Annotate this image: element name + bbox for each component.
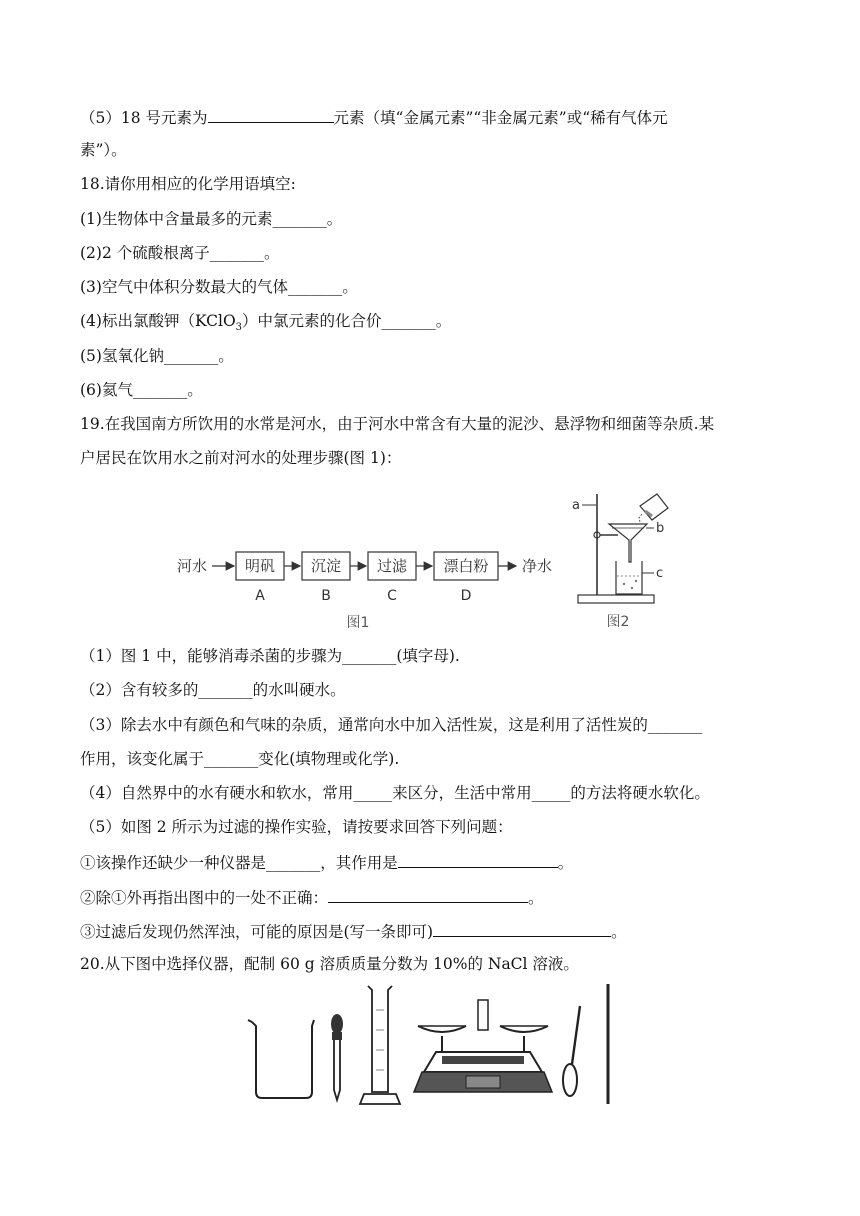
q18-item-4 (80, 311, 451, 338)
q19-q5: （5）如图 2 所示为过滤的操作实验，请按要求回答下列问题： (80, 818, 513, 836)
q17-5-blank[interactable] (208, 106, 334, 123)
q18-item-4-a: (4)标出氯酸钾（ (80, 312, 195, 330)
beaker-icon (248, 1020, 314, 1098)
q19-q5-1-text: ①该操作还缺少一种仪器是_______，其作用是 (80, 854, 398, 872)
spoon-icon (563, 1006, 580, 1096)
fig1-letter-c: C (387, 588, 397, 604)
q19-q5-3-blank[interactable] (433, 920, 611, 937)
q19-q5-1-blank[interactable] (398, 851, 558, 868)
q18-item-4-sub: 3 (235, 322, 243, 334)
q19-q5-2-blank[interactable] (328, 886, 528, 903)
q18-intro: 18.请你用相应的化学用语填空: (80, 175, 296, 193)
q19-q1: （1）图 1 中，能够消毒杀菌的步骤为_______(填字母). (80, 647, 460, 665)
stand-base (578, 595, 654, 603)
q19-q5-1 (80, 851, 573, 873)
dropper-icon (331, 1014, 343, 1100)
fig1-step-d: 漂白粉 (443, 557, 489, 575)
figure-2-filtration (560, 484, 690, 634)
q18-item-5: (5)氢氧化钠_______。 (80, 347, 234, 365)
q18-item-1: (1)生物体中含量最多的元素_______。 (80, 210, 343, 228)
fig1-letter-b: B (321, 588, 331, 604)
q19-q4: （4）自然界中的水有硬水和软水，常用_____来区分，生活中常用_____的方法将硬水软化。 (80, 784, 710, 802)
q19-q5-2-text: ②除①外再指出图中的一处不正确： (80, 889, 329, 907)
q19-q3-line2: 作用，该变化属于_______变化(填物理或化学). (80, 750, 400, 768)
fig1-step-a: 明矾 (244, 557, 276, 575)
figure-3-instruments (236, 980, 628, 1108)
q19-intro-2: 户居民在饮用水之前对河水的处理步骤(图 1)： (80, 449, 402, 467)
q17-5-line1 (80, 106, 668, 128)
q19-q5-3 (80, 920, 627, 942)
q18-item-4-formula: KClO (194, 312, 236, 330)
q19-q3-line1: （3）除去水中有颜色和气味的杂质，通常向水中加入活性炭，这是利用了活性炭的_______ (80, 716, 703, 734)
q18-item-6: (6)氦气_______。 (80, 381, 203, 399)
fig2-label-b: b (656, 521, 665, 536)
q18-item-4-b: ）中氯元素的化合价_______。 (242, 312, 452, 330)
fig1-end-label: 净水 (522, 557, 553, 575)
q19-intro-1: 19.在我国南方所饮用的水常是河水，由于河水中常含有大量的泥沙、悬浮物和细菌等杂质.某 (80, 415, 715, 433)
q19-q5-3-end: 。 (611, 923, 627, 941)
graduated-cylinder-icon (360, 986, 400, 1104)
fig2-label-a: a (572, 498, 580, 513)
q18-item-3: (3)空气中体积分数最大的气体_______。 (80, 278, 358, 296)
balance-icon (414, 1000, 552, 1092)
q20-intro: 20.从下图中选择仪器，配制 60 g 溶质质量分数为 10%的 NaCl 溶液。 (80, 955, 579, 973)
fig1-caption: 图1 (346, 615, 370, 631)
fig1-step-b: 沉淀 (310, 557, 342, 575)
q18-item-2: (2)2 个硫酸根离子_______。 (80, 244, 280, 262)
q19-q5-1-end: 。 (557, 854, 574, 872)
q19-q5-3-text: ③过滤后发现仍然浑浊，可能的原因是(写一条即可) (80, 923, 434, 941)
fig1-start-label: 河水 (177, 557, 208, 575)
fig2-label-c: c (656, 566, 664, 581)
q17-5-text-c: 素”）。 (80, 141, 127, 159)
fig1-letter-d: D (460, 588, 472, 604)
q17-5-text-b: 元素（填“金属元素”“非金属元素”或“稀有气体元 (333, 109, 668, 127)
fig2-caption: 图2 (606, 614, 630, 630)
q19-q5-2 (80, 886, 544, 908)
q19-q2: （2）含有较多的_______的水叫硬水。 (80, 681, 346, 699)
q19-q5-2-end: 。 (528, 889, 544, 907)
figure-1-flow (170, 546, 570, 636)
fig1-step-c: 过滤 (376, 557, 408, 575)
q17-5-line2 (80, 140, 127, 160)
q17-5-text-a: （5）18 号元素为 (80, 109, 208, 127)
fig1-letter-a: A (255, 588, 265, 604)
